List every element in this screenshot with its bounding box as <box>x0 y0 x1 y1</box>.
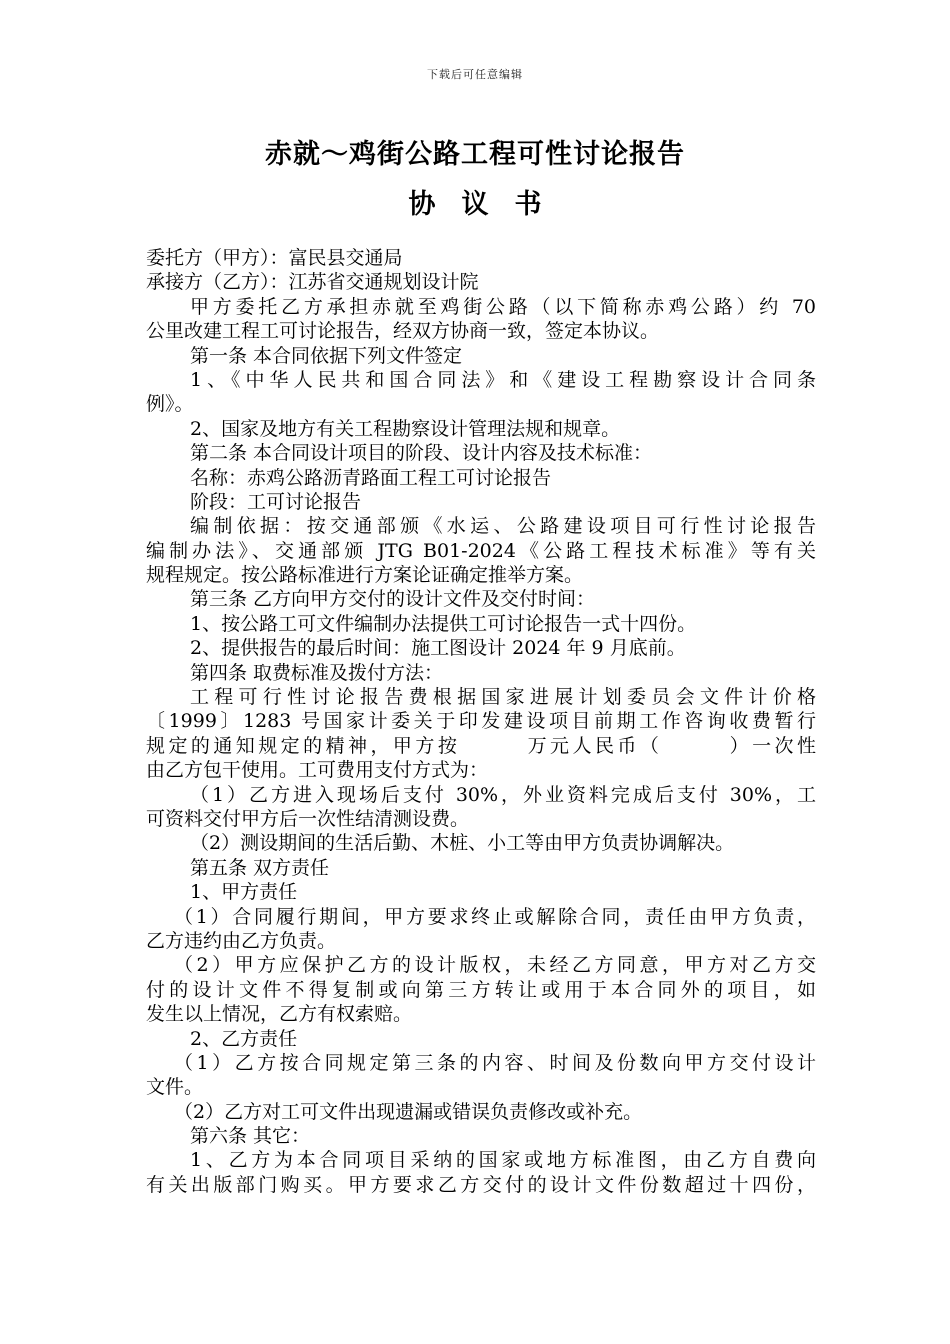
text-line: 第四条 取费标准及拨付方法： <box>190 661 444 684</box>
text-line: 规程规定。按公路标准进行方案论证确定推举方案。 <box>146 564 584 587</box>
text-line: （1）乙方进入现场后支付 30%，外业资料完成后支付 30%，工 <box>190 783 816 806</box>
text-line: 〔1999〕1283 号国家计委关于印发建设项目前期工作咨询收费暂行 <box>146 710 816 733</box>
text-line: 例》。 <box>146 393 194 416</box>
text-line: （2）甲方应保护乙方的设计版权，未经乙方同意，甲方对乙方交 <box>174 954 816 977</box>
text-line: 第六条 其它： <box>190 1125 311 1148</box>
text-line: 第二条 本合同设计项目的阶段、设计内容及技术标准： <box>190 442 653 465</box>
text-line: 1、《中华人民共和国合同法》和《建设工程勘察设计合同条 <box>190 368 816 391</box>
text-line: 第五条 双方责任 <box>190 856 330 879</box>
text-line: 付的设计文件不得复制或向第三方转让或用于本合同外的项目，如 <box>146 978 816 1001</box>
text-line: 工程可行性讨论报告费根据国家进展计划委员会文件计价格 <box>190 686 816 709</box>
text-line: 2、乙方责任 <box>190 1027 298 1050</box>
text-line: 由乙方包干使用。工可费用支付方式为： <box>146 759 489 782</box>
text-line: 2、国家及地方有关工程勘察设计管理法规和规章。 <box>190 417 621 440</box>
text-line: 发生以上情况，乙方有权索赔。 <box>146 1003 413 1026</box>
text-line: 第三条 乙方向甲方交付的设计文件及交付时间： <box>190 588 596 611</box>
text-line: 阶段：工可讨论报告 <box>190 490 362 513</box>
text-line: （2）测设期间的生活后勤、木桩、小工等由甲方负责协调解决。 <box>190 832 735 855</box>
document-subtitle: 协议书 <box>408 189 568 220</box>
text-line: 公里改建工程工可讨论报告，经双方协商一致，签定本协议。 <box>146 320 660 343</box>
text-line: 可资料交付甲方后一次性结清测设费。 <box>146 807 470 830</box>
text-line: 1、乙方为本合同项目采纳的国家或地方标准图，由乙方自费向 <box>190 1149 816 1172</box>
text-line: 编制依据：按交通部颁《水运、公路建设项目可行性讨论报告 <box>190 515 816 538</box>
text-line: 有关出版部门购买。甲方要求乙方交付的设计文件份数超过十四份， <box>146 1173 816 1196</box>
text-line: 乙方违约由乙方负责。 <box>146 929 337 952</box>
text-line: 名称：赤鸡公路沥青路面工程工可讨论报告 <box>190 466 552 489</box>
text-line: （2）乙方对工可文件出现遗漏或错误负责修改或补充。 <box>174 1100 643 1123</box>
text-line: （1）合同履行期间，甲方要求终止或解除合同，责任由甲方负责， <box>174 905 816 928</box>
text-line: 编制办法》、交通部颁 JTG B01-2024《公路工程技术标准》等有关 <box>146 539 816 562</box>
text-line: 文件。 <box>146 1076 204 1099</box>
text-line: 甲方委托乙方承担赤就至鸡街公路（以下简称赤鸡公路）约 70 <box>190 295 816 318</box>
text-line: 第一条 本合同依据下列文件签定 <box>190 344 463 367</box>
text-line: （1）乙方按合同规定第三条的内容、时间及份数向甲方交付设计 <box>174 1051 816 1074</box>
page-header-note: 下载后可任意编辑 <box>427 68 523 81</box>
text-line: 2、提供报告的最后时间：施工图设计 2024 年 9 月底前。 <box>190 637 686 660</box>
text-line: 规定的通知规定的精神，甲方按 万元人民币（ ）一次性 <box>146 734 816 757</box>
text-line: 承接方（乙方）：江苏省交通规划设计院 <box>146 271 479 294</box>
document-body <box>146 246 816 1197</box>
text-line: 1、甲方责任 <box>190 881 298 904</box>
text-line: 委托方（甲方）：富民县交通局 <box>146 247 403 269</box>
document-title: 赤就～鸡街公路工程可性讨论报告 <box>265 139 685 170</box>
text-line: 1、按公路工可文件编制办法提供工可讨论报告一式十四份。 <box>190 612 697 635</box>
